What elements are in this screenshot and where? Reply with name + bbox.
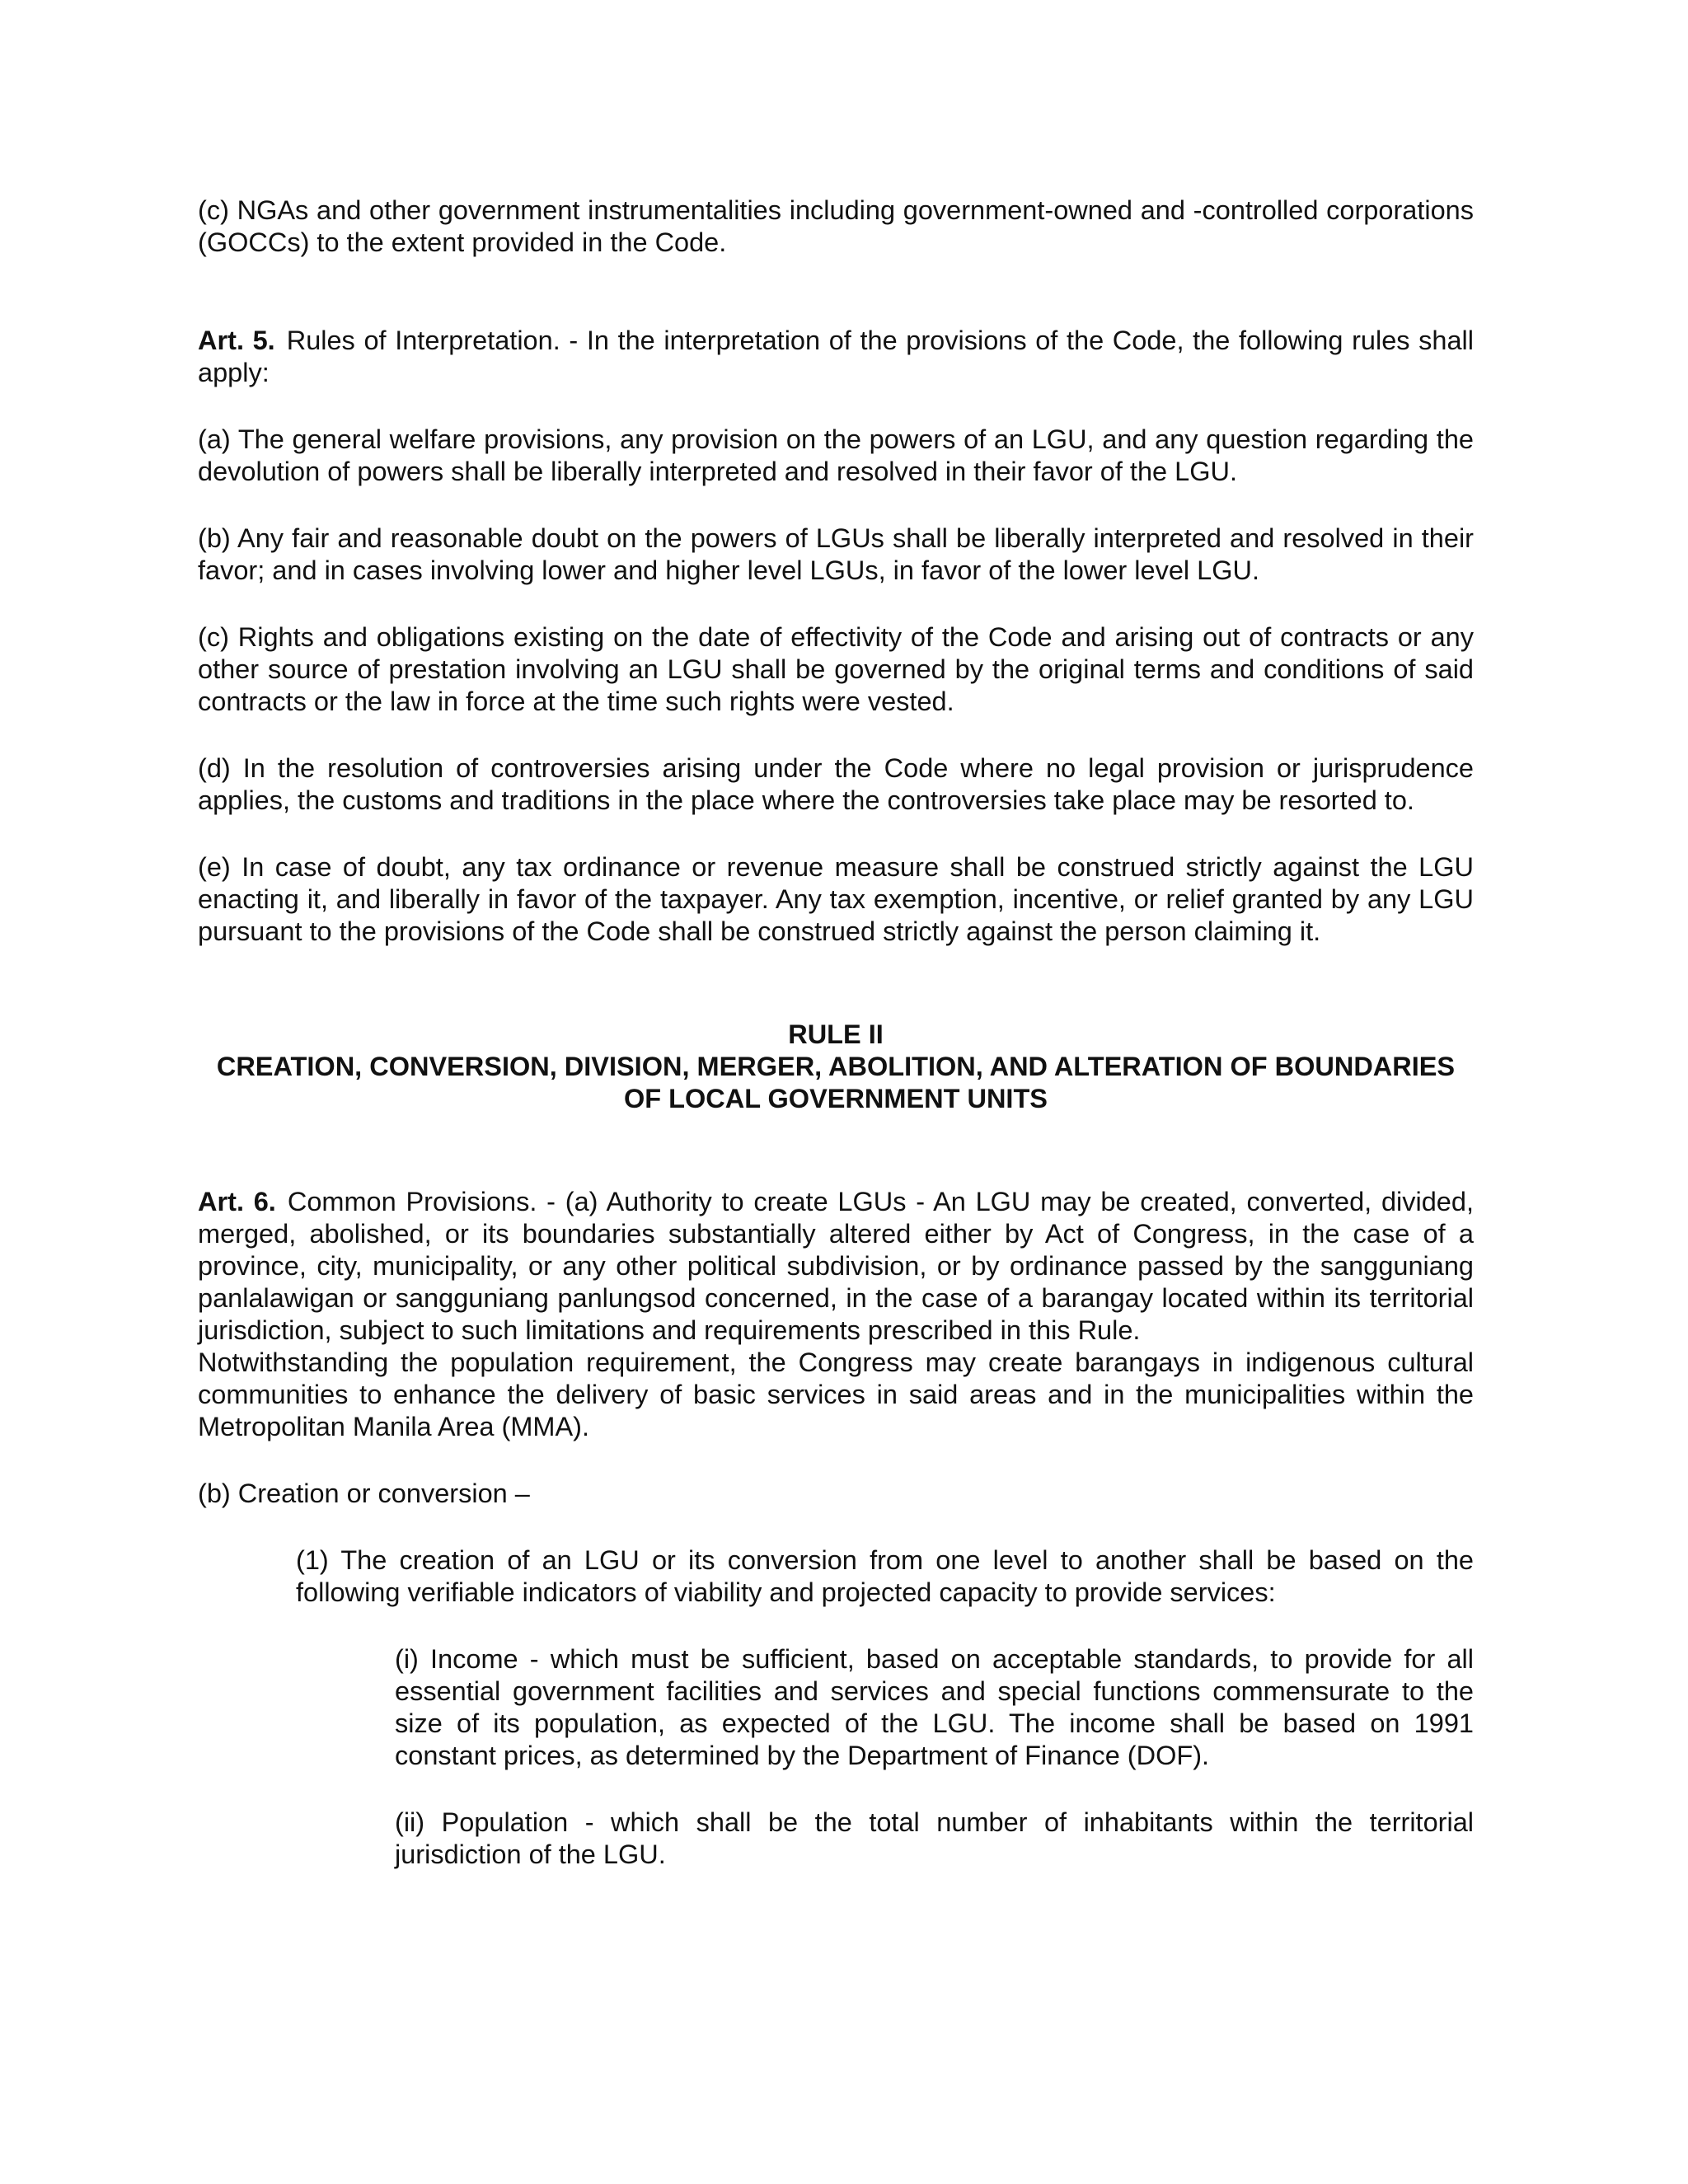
article-6-b-heading: (b) Creation or conversion – [198, 1479, 530, 1508]
article-6-b1-ii-population: (ii) Population - which shall be the total number of inhabitants within the territorial jurisdiction of the LGU. [395, 1807, 1474, 1869]
article-6-paragraph [198, 1186, 1474, 1347]
rule-heading [198, 1019, 1474, 1115]
document-page [198, 194, 1474, 1871]
article-5-paragraph [198, 325, 1474, 389]
article-5-item-d: (d) In the resolution of controversies arising under the Code where no legal provision or jurisprudence applies, the customs and traditions in the place where the controversies take place may be resorted to. [198, 753, 1474, 815]
article-5-text: Rules of Interpretation. - In the interpretation of the provisions of the Code, the following rules shall apply: [198, 326, 1474, 387]
article-6-b1-i-income: (i) Income - which must be sufficient, based on acceptable standards, to provide for all essential government facilities and services and special functions commensurate to the size of its population, as expected of the LGU. The income shall be based on 1991 constant prices, as determined by the Department of Finance (DOF). [395, 1644, 1474, 1770]
article-6-text: Common Provisions. - (a) Authority to create LGUs - An LGU may be created, converted, divided, merged, abolished, or its boundaries substantially altered either by Act of Congress, in the case of a province, city, municipality, or any other political subdivision, or by ordinance passed by the sangguniang panlalawigan or sangguniang panlungsod concerned, in the case of a barangay located within its territorial jurisdiction, subject to such limitations and requirements prescribed in this Rule. [198, 1187, 1474, 1345]
rule-number: RULE II [788, 1019, 884, 1049]
article-5-item-b: (b) Any fair and reasonable doubt on the powers of LGUs shall be liberally interpreted and resolved in their favor; and in cases involving lower and higher level LGUs, in favor of the lower level LGU. [198, 523, 1474, 585]
article-5-item-e: (e) In case of doubt, any tax ordinance or revenue measure shall be construed strictly against the LGU enacting it, and liberally in favor of the taxpayer. Any tax exemption, incentive, or relief granted by any LGU pursuant to the provisions of the Code shall be construed strictly against the person claiming it. [198, 852, 1474, 946]
article-6-b1: (1) The creation of an LGU or its conversion from one level to another shall be based on the following verifiable indicators of viability and projected capacity to provide services: [296, 1545, 1474, 1607]
rule-title-line-2: OF LOCAL GOVERNMENT UNITS [624, 1084, 1048, 1113]
intro-paragraph-c: (c) NGAs and other government instrumentalities including government-owned and -controlled corporations (GOCCs) to the extent provided in the Code. [198, 195, 1474, 257]
article-5-item-a: (a) The general welfare provisions, any provision on the powers of an LGU, and any question regarding the devolution of powers shall be liberally interpreted and resolved in their favor of the LGU. [198, 424, 1474, 486]
article-6-number: Art. 6. [198, 1187, 276, 1216]
article-5-number: Art. 5. [198, 326, 275, 355]
article-5-item-c: (c) Rights and obligations existing on the date of effectivity of the Code and arising out of contracts or any other source of prestation involving an LGU shall be governed by the original terms and conditions of said contracts or the law in force at the time such rights were vested. [198, 622, 1474, 716]
rule-title-line-1: CREATION, CONVERSION, DIVISION, MERGER, ABOLITION, AND ALTERATION OF BOUNDARIES [216, 1052, 1456, 1081]
article-6-notwithstanding: Notwithstanding the population requirement, the Congress may create barangays in indigenous cultural communities to enhance the delivery of basic services in said areas and in the municipalities within the Metropolitan Manila Area (MMA). [198, 1347, 1474, 1441]
